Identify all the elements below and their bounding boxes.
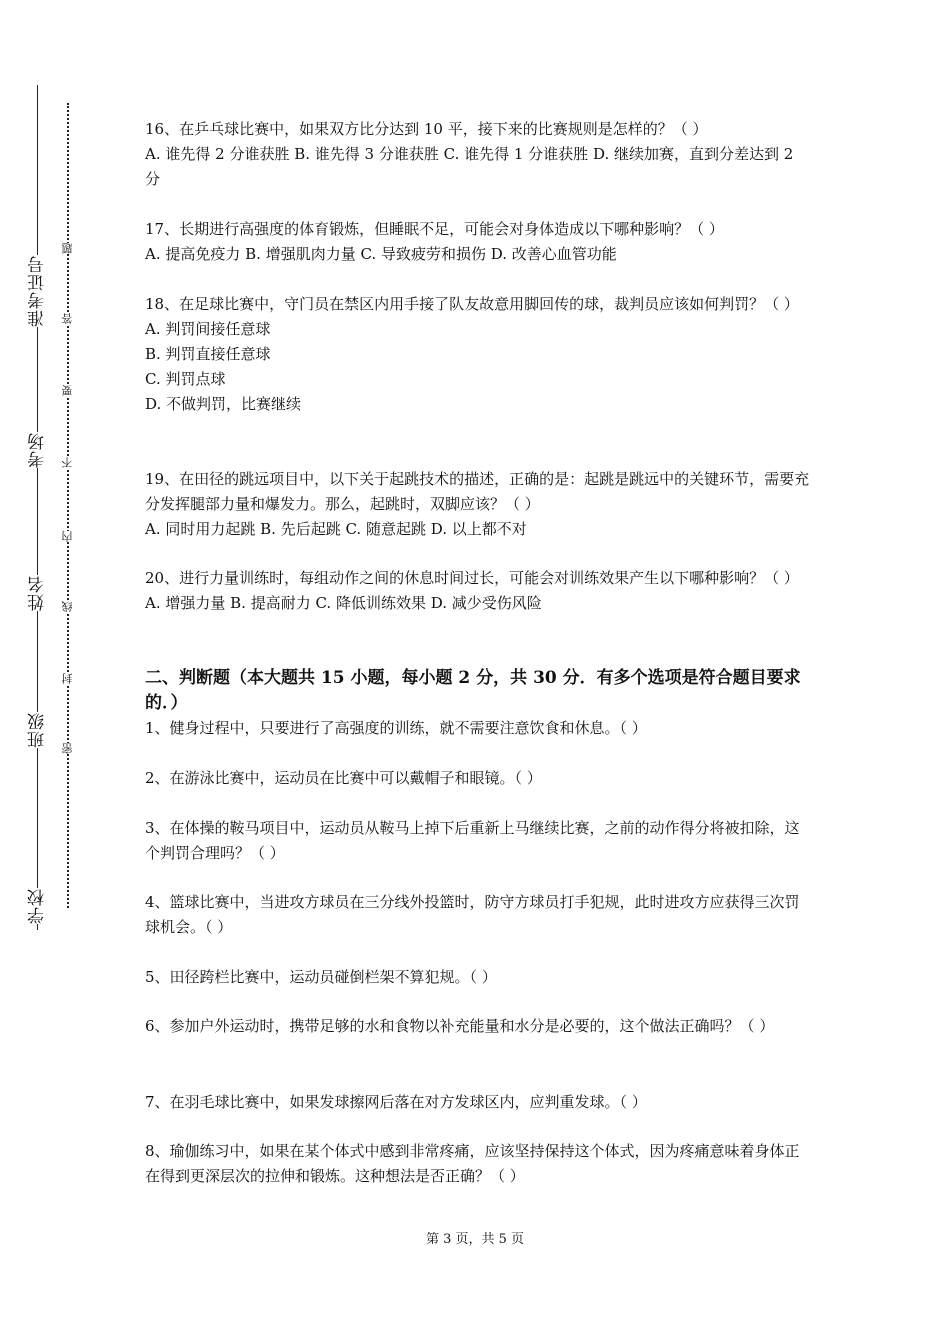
tf-question-3: 3、在体操的鞍马项目中，运动员从鞍马上掉下后重新上马继续比赛，之前的动作得分将被扣除，这个判罚合理吗？（ ） — [145, 819, 800, 862]
seal-word: 答 — [58, 313, 78, 324]
label-exam-room: 考场 — [24, 432, 52, 468]
question-stem: 16、在乒乓球比赛中，如果双方比分达到 10 平，接下来的比赛规则是怎样的？（ ） — [145, 120, 708, 138]
question-options: A. 增强力量 B. 提高耐力 C. 降低训练效果 D. 减少受伤风险 — [145, 594, 542, 612]
binding-margin — [0, 0, 110, 1344]
question-options: A. 提高免疫力 B. 增强肌肉力量 C. 导致疲劳和损伤 D. 改善心血管功能 — [145, 245, 617, 263]
seal-word: 不 — [58, 457, 78, 468]
seal-word: 线 — [58, 601, 78, 612]
seal-word: 密 — [58, 743, 78, 754]
label-class: 班级 — [24, 712, 52, 748]
seal-dotted-line — [67, 103, 69, 908]
label-exam-number: 准考证号 — [24, 255, 52, 327]
label-name: 姓名 — [24, 575, 52, 611]
option-b: B. 判罚直接任意球 — [145, 345, 271, 363]
question-stem: 17、长期进行高强度的体育锻炼，但睡眠不足，可能会对身体造成以下哪种影响？（ ） — [145, 220, 724, 238]
question-16 — [145, 117, 810, 192]
option-d: D. 不做判罚，比赛继续 — [145, 395, 302, 413]
option-a: A. 判罚间接任意球 — [145, 320, 271, 338]
binding-solid-line — [37, 85, 38, 930]
seal-word: 内 — [58, 531, 78, 542]
question-options: A. 谁先得 2 分谁获胜 B. 谁先得 3 分谁获胜 C. 谁先得 1 分谁获胜 D. 继续加赛，直到分差达到 2 分 — [145, 145, 794, 188]
tf-question-4: 4、篮球比赛中，当进攻方球员在三分线外投篮时，防守方球员打手犯规，此时进攻方应获得三次罚球机会。（ ） — [145, 893, 800, 936]
tf-question-1: 1、健身过程中，只要进行了高强度的训练，就不需要注意饮食和休息。（ ） — [145, 719, 647, 737]
tf-question-2: 2、在游泳比赛中，运动员在比赛中可以戴帽子和眼镜。（ ） — [145, 769, 542, 787]
question-20 — [145, 566, 810, 616]
question-19 — [145, 467, 810, 542]
seal-word: 封 — [58, 673, 78, 684]
question-17 — [145, 217, 810, 267]
seal-word: 要 — [58, 385, 78, 396]
label-school: 学校 — [24, 888, 52, 924]
tf-question-5: 5、田径跨栏比赛中，运动员碰倒栏架不算犯规。（ ） — [145, 968, 497, 986]
option-c: C. 判罚点球 — [145, 370, 226, 388]
question-18 — [145, 292, 810, 417]
seal-word: 题 — [58, 243, 78, 254]
tf-question-8: 8、瑜伽练习中，如果在某个体式中感到非常疼痛，应该坚持保持这个体式，因为疼痛意味着身体正在得到更深层次的拉伸和锻炼。这种想法是否正确？（ ） — [145, 1142, 800, 1185]
question-stem: 18、在足球比赛中，守门员在禁区内用手接了队友故意用脚回传的球，裁判员应该如何判罚？（ ） — [145, 295, 799, 313]
question-options: A. 同时用力起跳 B. 先后起跳 C. 随意起跳 D. 以上都不对 — [145, 520, 527, 538]
page-footer: 第 3 页，共 5 页 — [425, 1232, 525, 1247]
question-stem: 19、在田径的跳远项目中，以下关于起跳技术的描述，正确的是：起跳是跳远中的关键环节，需要充分发挥腿部力量和爆发力。那么，起跳时，双脚应该？（ ） — [145, 470, 810, 513]
question-stem: 20、进行力量训练时，每组动作之间的休息时间过长，可能会对训练效果产生以下哪种影响？（ ） — [145, 569, 799, 587]
tf-question-7: 7、在羽毛球比赛中，如果发球擦网后落在对方发球区内，应判重发球。（ ） — [145, 1093, 647, 1111]
section-title-true-false: 二、判断题（本大题共 15 小题，每小题 2 分，共 30 分．有多个选项是符合题目要求的．） — [145, 668, 801, 713]
tf-question-6: 6、参加户外运动时，携带足够的水和食物以补充能量和水分是必要的，这个做法正确吗？（ ） — [145, 1017, 775, 1035]
